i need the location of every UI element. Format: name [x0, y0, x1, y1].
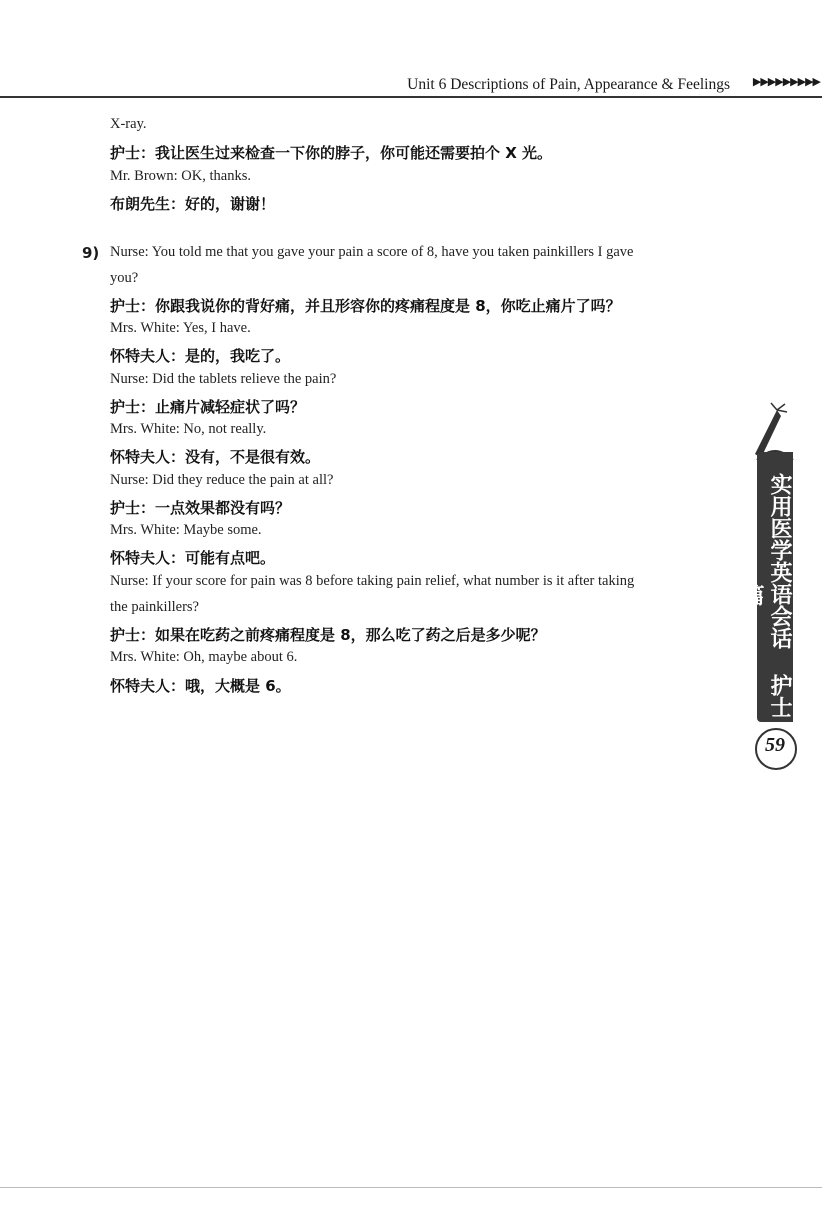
text-line: 怀特夫人：是的，我吃了。	[110, 347, 291, 365]
text-line: 布朗先生：好的，谢谢！	[110, 195, 276, 213]
text-line: 护士：止痛片减轻症状了吗？	[110, 398, 306, 416]
text-line: 怀特夫人：没有，不是很有效。	[110, 448, 321, 466]
text-line: Mrs. White: Oh, maybe about 6.	[110, 649, 298, 665]
text-line: the painkillers?	[110, 599, 199, 615]
text-line: 护士：你跟我说你的背好痛，并且形容你的疼痛程度是 8，你吃止痛片了吗？	[110, 297, 621, 315]
text-line: Mrs. White: No, not really.	[110, 421, 267, 437]
text-line: Nurse: You told me that you gave your pain a score of 8, have you taken painkillers I gave	[110, 244, 634, 260]
header-arrows: ▶▶▶▶▶▶▶▶▶	[752, 75, 820, 88]
side-tab-title: 实用医学英语会话 护士篇	[739, 472, 792, 718]
text-line: 护士：如果在吃药之前疼痛程度是 8，那么吃了药之后是多少呢？	[110, 626, 546, 644]
text-line: Nurse: If your score for pain was 8 before taking pain relief, what number is it after taking	[110, 573, 635, 589]
text-line: 护士：我让医生过来检查一下你的脖子，你可能还需要拍个 X 光。	[110, 144, 553, 162]
text-line: Mrs. White: Maybe some.	[110, 522, 262, 538]
text-line: Mrs. White: Yes, I have.	[110, 320, 251, 336]
text-line: Mr. Brown: OK, thanks.	[110, 168, 251, 184]
item-number: 9)	[82, 244, 100, 262]
text-line: 护士：一点效果都没有吗？	[110, 499, 291, 517]
text-line: 怀特夫人：哦，大概是 6。	[110, 677, 291, 695]
page-number: 59	[765, 734, 785, 756]
text-line: Nurse: Did they reduce the pain at all?	[110, 472, 334, 488]
text-line: Nurse: Did the tablets relieve the pain?	[110, 371, 337, 387]
text-line: X-ray.	[110, 116, 147, 132]
footer-rule	[0, 1187, 822, 1188]
text-line: 怀特夫人：可能有点吧。	[110, 549, 276, 567]
header-rule	[0, 96, 822, 98]
text-line: you?	[110, 270, 139, 286]
header-title: Unit 6 Descriptions of Pain, Appearance & Feelings	[407, 76, 730, 93]
